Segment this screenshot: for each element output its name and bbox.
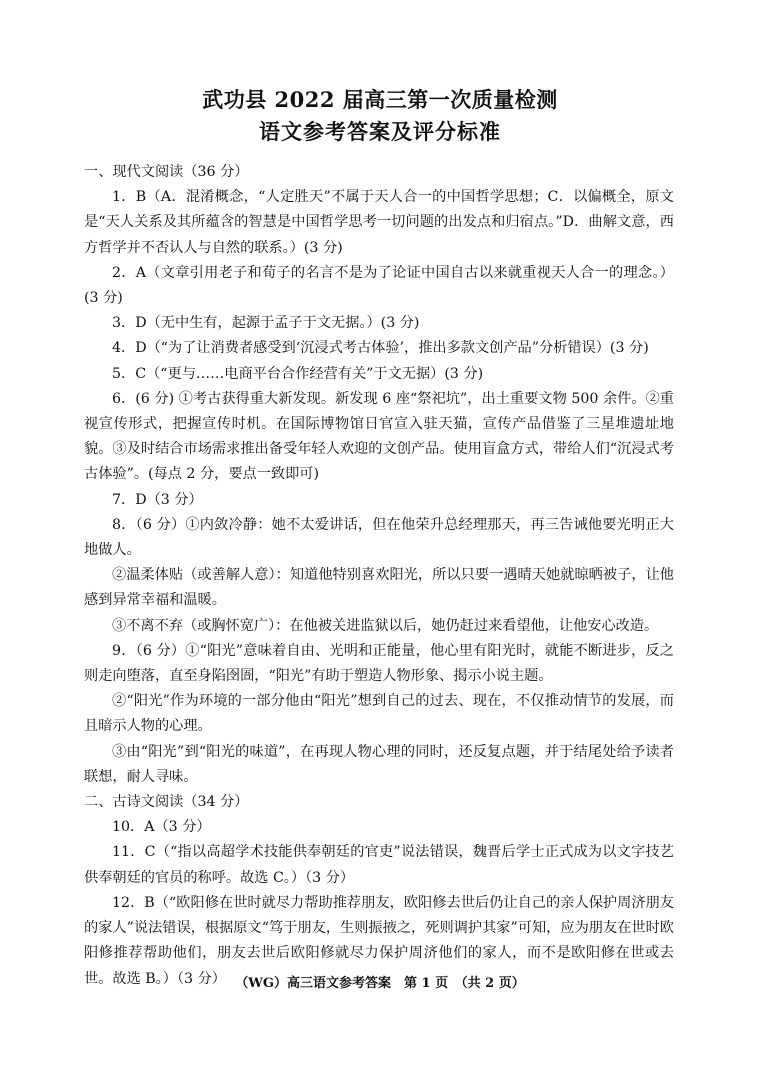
- answer-item: 10．A（3 分）: [112, 819, 211, 836]
- section-heading: 二、古诗文阅读（34 分）: [84, 794, 249, 811]
- answer-item: 6．(6 分) ①考古获得重大新发现。新发现 6 座“祭祀坑”，出土重要文物 500 余件。②重视宣传形式，把握宣传时机。在国际博物馆日官宣入驻天猫，宣传产品借鉴了三星堆遗址地貌。③及时结合市场需求推出备受年轻人欢迎的文创产品。使用盲盒方式，带给人们“沉浸式考古体验”。(每点 2 分，要点一致即可): [84, 390, 674, 483]
- answer-item: 4．D（“为了让消费者感受到‘沉浸式考古体验’，推出多款文创产品”分析错误）(3 分): [112, 340, 649, 357]
- answer-point: ③不离不弃（或胸怀宽广）：在他被关进监狱以后，她仍赶过来看望他，让他安心改造。: [112, 617, 659, 634]
- answer-item: 8．（6 分）①内敛冷静：她不太爱讲话，但在他荣升总经理那天，再三告诫他要光明正大地做人。: [84, 516, 674, 559]
- answer-item: 11．C（“指以高超学术技能供奉朝廷的官吏”说法错误，魏晋后学士正式成为以文字技艺供奉朝廷的官员的称呼。故选 C。）（3 分）: [84, 844, 674, 886]
- answer-item: 12．B（“欧阳修在世时就尽力帮助推荐朋友，欧阳修去世后仍让自己的亲人保护周济朋友的家人”说法错误，根据原文“笃于朋友，生则振掖之，死则调护其家”可知，应为朋友在世时欧阳修推荐帮助他们，朋友去世后欧阳修就尽力保护周济他们的家人，而不是欧阳修在世或去世。故选 B。）（3 分）: [84, 894, 674, 987]
- answer-item: 1．B（A．混淆概念，“人定胜天”不属于天人合一的中国哲学思想；C．以偏概全，原文是“天人关系及其所蕴含的智慧是中国哲学思考一切问题的出发点和归宿点。”D．曲解文意，西方哲学并不否认人与自然的联系。）(3 分): [84, 189, 674, 256]
- answer-item: 2．A（文章引用老子和荀子的名言不是为了论证中国自古以来就重视天人合一的理念。）(3 分): [84, 264, 674, 307]
- document-subtitle: 语文参考答案及评分标准: [259, 119, 501, 144]
- answer-body: [84, 160, 674, 992]
- answer-item: 7．D（3 分）: [112, 491, 203, 508]
- answer-point: ②“阳光”作为环境的一部分他由“阳光”想到自己的过去、现在，不仅推动情节的发展，而且暗示人物的心理。: [84, 693, 674, 735]
- page-footer: （WG）高三语文参考答案 第 1 页 （共 2 页）: [235, 976, 525, 991]
- answer-item: 9．（6 分）①“阳光”意味着自由、光明和正能量，他心里有阳光时，就能不断进步，反之则走向堕落，直至身陷囹圄，“阳光”有助于塑造人物形象、揭示小说主题。: [84, 642, 674, 685]
- answer-point: ②温柔体贴（或善解人意）：知道他特别喜欢阳光，所以只要一遇晴天她就晾晒被子，让他感到异常幸福和温暖。: [84, 567, 674, 609]
- answer-item: 5．C（“更与……电商平台合作经营有关”于文无据）(3 分): [112, 365, 484, 382]
- document-title: 武功县 2022 届高三第一次质量检测: [202, 87, 558, 112]
- section-heading: 一、现代文阅读（36 分）: [84, 164, 249, 180]
- answer-point: ③由“阳光”到“阳光的味道”，在再现人物心理的同时，还反复点题，并于结尾处给予读者联想，耐人寻味。: [84, 743, 674, 785]
- answer-item: 3．D（无中生有，起源于孟子于文无据。）(3 分): [112, 315, 420, 332]
